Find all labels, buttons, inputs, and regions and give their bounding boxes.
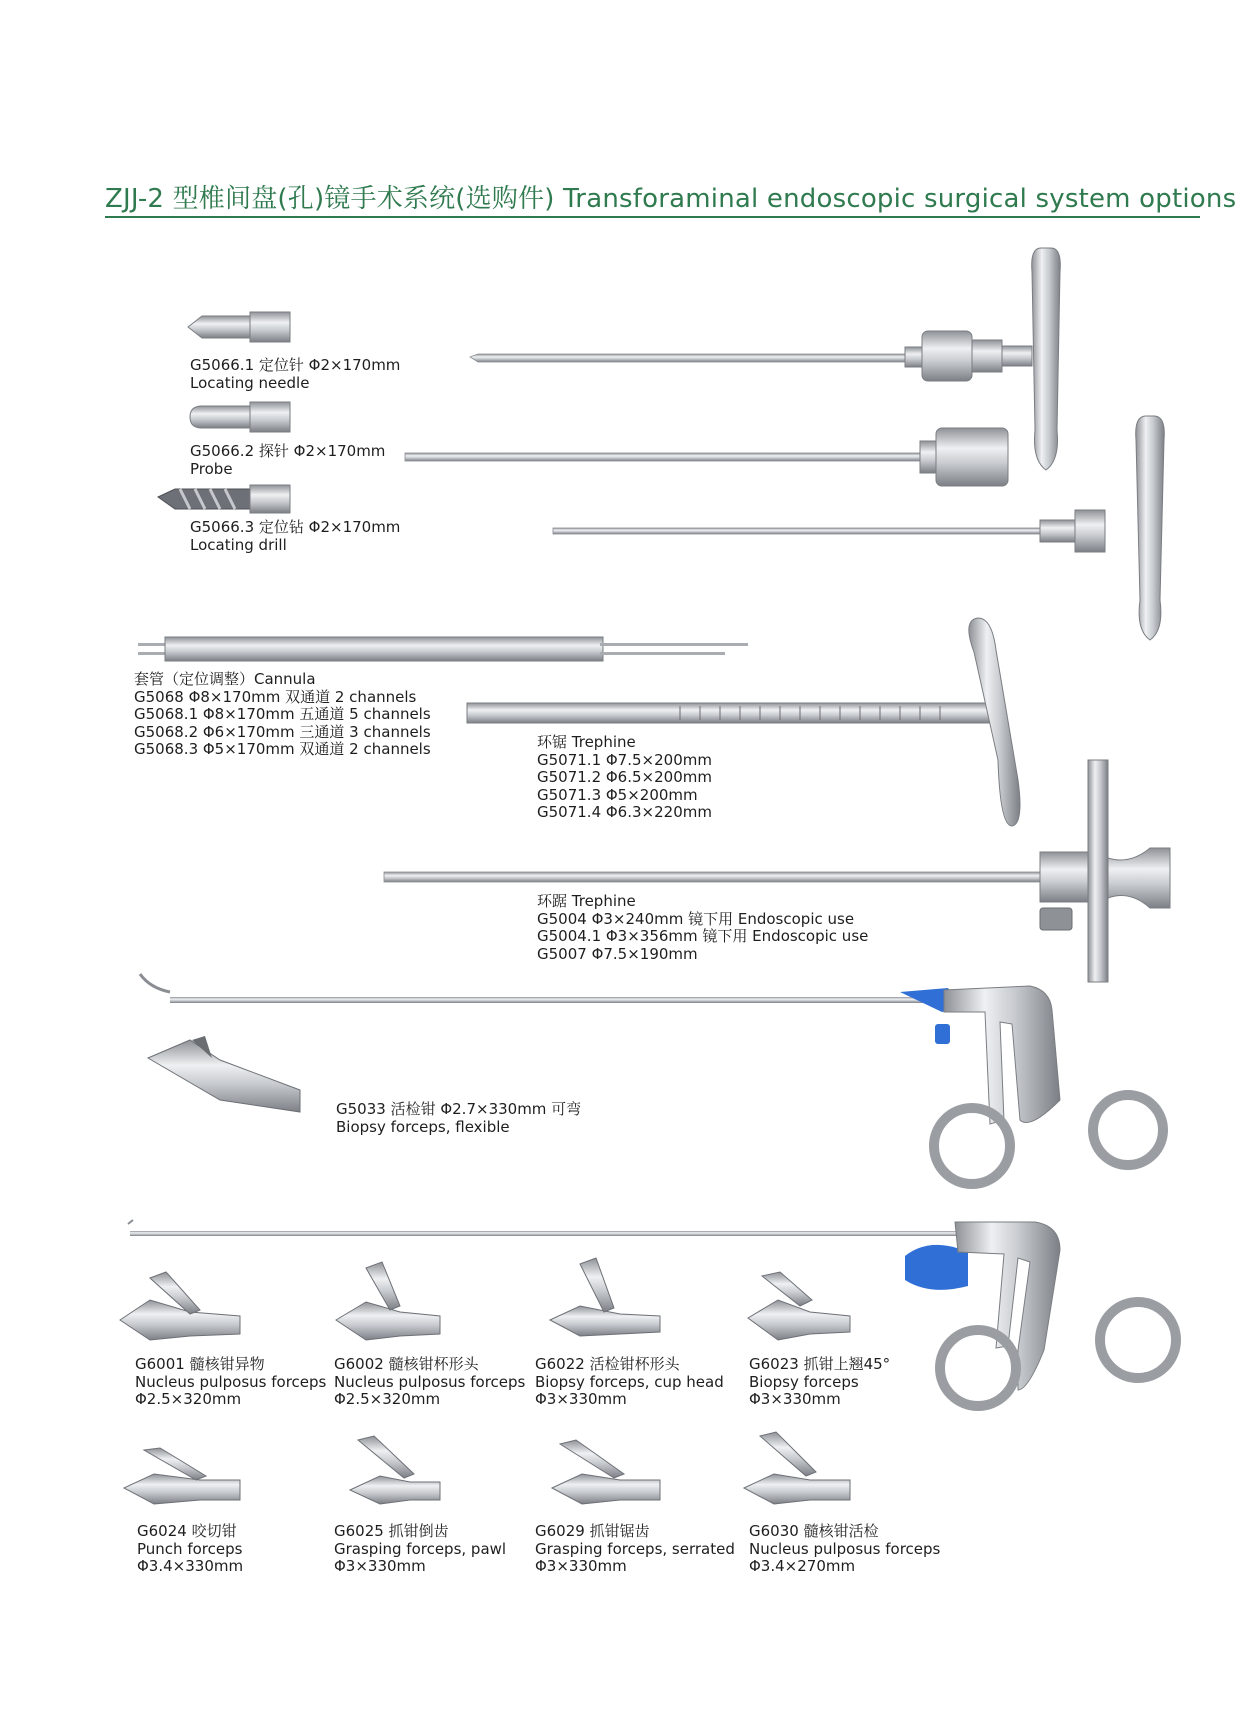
locating-needle-tip xyxy=(188,312,290,342)
locating-drill-tip xyxy=(158,485,290,513)
caption-g6022 xyxy=(535,1356,724,1409)
flexible-forceps-detail xyxy=(148,1036,300,1112)
caption-row: G5068 Φ8×170mm 双通道 2 channels xyxy=(134,687,417,706)
caption-size: Φ3×330mm xyxy=(535,1390,627,1408)
caption-row: G5068.1 Φ8×170mm 五通道 5 channels xyxy=(134,705,431,723)
forceps-tip-g6023 xyxy=(748,1272,850,1340)
forceps-tip-g6001 xyxy=(120,1272,240,1340)
caption-line: Locating needle xyxy=(190,373,310,392)
caption-code: G6029 抓钳锯齿 xyxy=(535,1522,650,1540)
caption-g6023 xyxy=(749,1356,890,1409)
caption-g6002 xyxy=(334,1356,525,1409)
forceps-tip-g6025 xyxy=(350,1436,440,1504)
caption-name: Punch forceps xyxy=(137,1539,243,1558)
caption-row: G5071.4 Φ6.3×220mm xyxy=(537,803,712,821)
caption-code: G6025 抓钳倒齿 xyxy=(334,1522,449,1540)
caption-row: G5068.3 Φ5×170mm 双通道 2 channels xyxy=(134,740,431,758)
forceps-tip-g6022 xyxy=(550,1258,660,1336)
caption-size: Φ3×330mm xyxy=(334,1557,426,1575)
caption-code: G6030 髓核钳活检 xyxy=(749,1522,879,1540)
caption-title: 环锯 Trephine xyxy=(537,733,636,751)
probe-instrument xyxy=(405,428,1008,486)
caption-row: G5068.2 Φ6×170mm 三通道 3 channels xyxy=(134,722,431,741)
forceps-tip-g6030 xyxy=(744,1432,850,1504)
caption-name: Biopsy forceps xyxy=(749,1372,859,1391)
caption-name: Grasping forceps, pawl xyxy=(334,1539,507,1558)
caption-line: G5066.1 定位针 Φ2×170mm xyxy=(190,356,401,374)
caption-line: G5066.2 探针 Φ2×170mm xyxy=(190,442,386,460)
caption-g5066-3 xyxy=(190,519,400,554)
caption-g5066-1 xyxy=(190,357,400,392)
locating-drill-instrument xyxy=(553,416,1164,640)
cannula-instrument xyxy=(138,637,748,661)
caption-line: Probe xyxy=(190,459,233,478)
caption-size: Φ3.4×270mm xyxy=(749,1557,856,1575)
caption-title: 套管（定位调整）Cannula xyxy=(134,670,316,688)
caption-trephine-b xyxy=(537,893,868,963)
caption-title: 环踞 Trephine xyxy=(537,892,636,910)
caption-line: G5033 活检钳 Φ2.7×330mm 可弯 xyxy=(336,1100,582,1118)
caption-code: G6001 髓核钳异物 xyxy=(135,1355,265,1373)
caption-size: Φ3.4×330mm xyxy=(137,1557,244,1575)
forceps-tip-g6002 xyxy=(336,1262,440,1340)
caption-g6030 xyxy=(749,1523,940,1576)
caption-row: G5071.2 Φ6.5×200mm xyxy=(537,768,712,786)
caption-g5033 xyxy=(336,1101,581,1136)
caption-g6029 xyxy=(535,1523,735,1576)
page-title: ZJJ-2 型椎间盘(孔)镜手术系统(选购件) Transforaminal endoscopic surgical system options xyxy=(105,184,1237,214)
caption-code: G6024 咬切钳 xyxy=(137,1522,237,1540)
caption-trephine-a xyxy=(537,734,712,822)
caption-name: Nucleus pulposus forceps xyxy=(749,1539,941,1558)
caption-row: G5071.1 Φ7.5×200mm xyxy=(537,750,712,769)
caption-code: G6002 髓核钳杯形头 xyxy=(334,1355,479,1373)
caption-g6001 xyxy=(135,1356,326,1409)
caption-row: G5004.1 Φ3×356mm 镜下用 Endoscopic use xyxy=(537,927,869,945)
caption-name: Nucleus pulposus forceps xyxy=(334,1372,526,1391)
forceps-tip-g6029 xyxy=(552,1440,660,1504)
caption-line: Locating drill xyxy=(190,535,287,554)
caption-name: Nucleus pulposus forceps xyxy=(135,1372,327,1391)
caption-size: Φ2.5×320mm xyxy=(334,1390,441,1408)
caption-cannula xyxy=(134,671,431,759)
caption-name: Biopsy forceps, cup head xyxy=(535,1372,724,1391)
forceps-tip-g6024 xyxy=(124,1448,240,1504)
caption-name: Grasping forceps, serrated xyxy=(535,1539,735,1558)
caption-row: G5004 Φ3×240mm 镜下用 Endoscopic use xyxy=(537,909,855,928)
caption-g6024 xyxy=(137,1523,243,1576)
caption-code: G6022 活检钳杯形头 xyxy=(535,1355,680,1373)
flexible-biopsy-forceps-instrument xyxy=(140,974,1163,1184)
caption-size: Φ2.5×320mm xyxy=(135,1390,242,1408)
probe-tip xyxy=(190,402,290,432)
caption-line: Biopsy forceps, flexible xyxy=(336,1117,510,1136)
caption-g5066-2 xyxy=(190,443,385,478)
caption-size: Φ3×330mm xyxy=(749,1390,841,1408)
caption-code: G6023 抓钳上翘45° xyxy=(749,1355,891,1373)
caption-size: Φ3×330mm xyxy=(535,1557,627,1575)
caption-g6025 xyxy=(334,1523,506,1576)
caption-row: G5007 Φ7.5×190mm xyxy=(537,944,698,963)
caption-row: G5071.3 Φ5×200mm xyxy=(537,785,698,804)
caption-line: G5066.3 定位钻 Φ2×170mm xyxy=(190,518,401,536)
